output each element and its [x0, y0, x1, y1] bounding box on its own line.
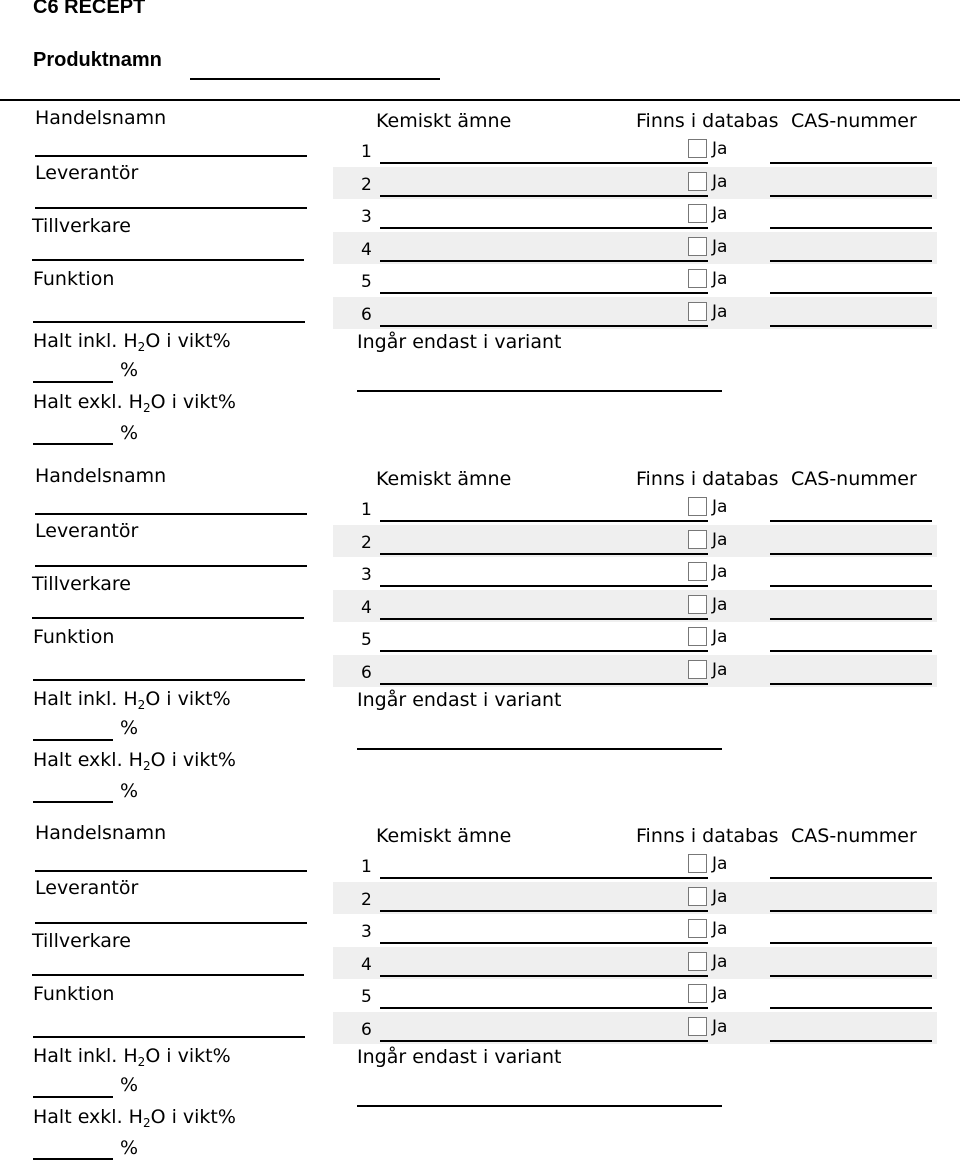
- variant-field[interactable]: [357, 748, 722, 750]
- cas-field[interactable]: [770, 260, 932, 262]
- checkbox-underline: [680, 618, 708, 620]
- cas-field[interactable]: [770, 1007, 932, 1009]
- function-label: Funktion: [33, 268, 115, 290]
- halt-excl-field[interactable]: [33, 1158, 113, 1160]
- chemical-field[interactable]: [380, 650, 680, 652]
- in-database-checkbox[interactable]: [688, 302, 707, 321]
- ingredient-section: [0, 100, 960, 458]
- variant-label: Ingår endast i variant: [357, 331, 562, 353]
- chemical-header: Kemiskt ämne: [376, 110, 512, 132]
- halt-excl-label: Halt exkl. $H_2O$ i vikt%: [33, 391, 236, 415]
- in-database-checkbox[interactable]: [688, 497, 707, 516]
- chemical-field[interactable]: [380, 162, 680, 164]
- checkbox-underline: [680, 942, 708, 944]
- supplier-field[interactable]: [35, 565, 307, 567]
- variant-label: Ingår endast i variant: [357, 689, 562, 711]
- checkbox-underline: [680, 162, 708, 164]
- chemical-field[interactable]: [380, 910, 680, 912]
- checkbox-label: Ja: [712, 562, 728, 583]
- in-database-checkbox[interactable]: [688, 530, 707, 549]
- checkbox-underline: [680, 227, 708, 229]
- row-number: 5: [361, 630, 372, 651]
- cas-header: CAS-nummer: [791, 825, 917, 847]
- variant-field[interactable]: [357, 390, 722, 392]
- row-number: 2: [361, 889, 372, 910]
- chemical-field[interactable]: [380, 618, 680, 620]
- manufacturer-field[interactable]: [32, 259, 304, 261]
- row-number: 2: [361, 174, 372, 195]
- checkbox-underline: [680, 325, 708, 327]
- chemical-field[interactable]: [380, 877, 680, 879]
- chemical-field[interactable]: [380, 195, 680, 197]
- function-label: Funktion: [33, 983, 115, 1005]
- cas-field[interactable]: [770, 877, 932, 879]
- in-database-checkbox[interactable]: [688, 172, 707, 191]
- cas-field[interactable]: [770, 1040, 932, 1042]
- manufacturer-field[interactable]: [32, 974, 304, 976]
- cas-field[interactable]: [770, 162, 932, 164]
- in-database-checkbox[interactable]: [688, 204, 707, 223]
- checkbox-label: Ja: [712, 302, 728, 322]
- row-number: 1: [361, 142, 372, 162]
- checkbox-underline: [680, 260, 708, 262]
- halt-excl-percent: %: [120, 422, 139, 444]
- trade-name-label: Handelsnamn: [35, 465, 167, 487]
- cas-field[interactable]: [770, 942, 932, 944]
- in-database-checkbox[interactable]: [688, 854, 707, 873]
- in-database-checkbox[interactable]: [688, 660, 707, 679]
- checkbox-underline: [680, 292, 708, 294]
- row-number: 4: [361, 597, 372, 618]
- cas-field[interactable]: [770, 910, 932, 912]
- database-header: Finns i databas: [636, 110, 779, 132]
- halt-excl-percent: %: [120, 780, 139, 802]
- ingredient-section: [0, 815, 960, 1173]
- halt-incl-field[interactable]: [33, 381, 113, 383]
- halt-incl-field[interactable]: [33, 1096, 113, 1098]
- in-database-checkbox[interactable]: [688, 887, 707, 906]
- chemical-field[interactable]: [380, 1007, 680, 1009]
- function-field[interactable]: [33, 679, 305, 681]
- cas-field[interactable]: [770, 585, 932, 587]
- manufacturer-label: Tillverkare: [32, 215, 131, 237]
- in-database-checkbox[interactable]: [688, 595, 707, 614]
- checkbox-underline: [680, 585, 708, 587]
- checkbox-label: Ja: [712, 951, 728, 972]
- supplier-label: Leverantör: [35, 162, 139, 184]
- checkbox-label: Ja: [712, 594, 728, 615]
- checkbox-underline: [680, 195, 708, 197]
- checkbox-underline: [680, 1007, 708, 1009]
- checkbox-underline: [680, 520, 708, 522]
- halt-excl-field[interactable]: [33, 801, 113, 803]
- halt-incl-percent: %: [120, 359, 139, 381]
- cas-field[interactable]: [770, 553, 932, 555]
- row-number: 2: [361, 532, 372, 553]
- in-database-checkbox[interactable]: [688, 952, 707, 971]
- cas-field[interactable]: [770, 683, 932, 685]
- halt-incl-percent: %: [120, 717, 139, 739]
- row-number: 3: [361, 565, 372, 586]
- cas-field[interactable]: [770, 292, 932, 294]
- checkbox-label: Ja: [712, 269, 728, 290]
- checkbox-label: Ja: [712, 984, 728, 1005]
- chemical-field[interactable]: [380, 227, 680, 229]
- trade-name-field[interactable]: [35, 155, 307, 157]
- checkbox-label: Ja: [712, 204, 728, 225]
- halt-excl-label: Halt exkl. $H_2O$ i vikt%: [33, 1106, 236, 1130]
- checkbox-underline: [680, 553, 708, 555]
- function-label: Funktion: [33, 626, 115, 648]
- variant-field[interactable]: [357, 1105, 722, 1107]
- chemical-header: Kemiskt ämne: [376, 825, 512, 847]
- trade-name-label: Handelsnamn: [35, 107, 167, 129]
- in-database-checkbox[interactable]: [688, 237, 707, 256]
- supplier-label: Leverantör: [35, 520, 139, 542]
- checkbox-label: Ja: [712, 171, 728, 192]
- manufacturer-label: Tillverkare: [32, 930, 131, 952]
- checkbox-underline: [680, 1040, 708, 1042]
- row-number: 6: [361, 1020, 372, 1040]
- halt-excl-percent: %: [120, 1137, 139, 1159]
- cas-field[interactable]: [770, 650, 932, 652]
- trade-name-label: Handelsnamn: [35, 822, 167, 844]
- row-number: 6: [361, 663, 372, 683]
- cas-field[interactable]: [770, 227, 932, 229]
- function-field[interactable]: [33, 1036, 305, 1038]
- halt-incl-label: Halt inkl. $H_2O$ i vikt%: [33, 688, 231, 712]
- product-name-label: Produktnamn: [33, 49, 162, 71]
- supplier-field[interactable]: [35, 207, 307, 209]
- cas-header: CAS-nummer: [791, 110, 917, 132]
- checkbox-label: Ja: [712, 139, 728, 159]
- halt-incl-label: Halt inkl. $H_2O$ i vikt%: [33, 330, 231, 354]
- function-field[interactable]: [33, 321, 305, 323]
- row-number: 6: [361, 305, 372, 325]
- row-number: 3: [361, 922, 372, 943]
- checkbox-underline: [680, 877, 708, 879]
- chemical-field[interactable]: [380, 520, 680, 522]
- checkbox-label: Ja: [712, 919, 728, 940]
- checkbox-underline: [680, 650, 708, 652]
- cas-field[interactable]: [770, 975, 932, 977]
- row-number: 1: [361, 500, 372, 520]
- trade-name-field[interactable]: [35, 513, 307, 515]
- in-database-checkbox[interactable]: [688, 919, 707, 938]
- row-number: 3: [361, 207, 372, 228]
- in-database-checkbox[interactable]: [688, 1017, 707, 1036]
- row-number: 5: [361, 987, 372, 1008]
- cas-field[interactable]: [770, 195, 932, 197]
- cas-field[interactable]: [770, 618, 932, 620]
- halt-excl-label: Halt exkl. $H_2O$ i vikt%: [33, 749, 236, 773]
- chemical-header: Kemiskt ämne: [376, 468, 512, 490]
- chemical-field[interactable]: [380, 1040, 680, 1042]
- chemical-field[interactable]: [380, 553, 680, 555]
- checkbox-underline: [680, 975, 708, 977]
- checkbox-underline: [680, 683, 708, 685]
- in-database-checkbox[interactable]: [688, 269, 707, 288]
- in-database-checkbox[interactable]: [688, 627, 707, 646]
- halt-incl-percent: %: [120, 1074, 139, 1096]
- chemical-field[interactable]: [380, 585, 680, 587]
- manufacturer-label: Tillverkare: [32, 573, 131, 595]
- checkbox-label: Ja: [712, 497, 728, 517]
- halt-incl-label: Halt inkl. $H_2O$ i vikt%: [33, 1045, 231, 1069]
- checkbox-label: Ja: [712, 1017, 728, 1037]
- chemical-field[interactable]: [380, 260, 680, 262]
- cas-field[interactable]: [770, 325, 932, 327]
- chemical-field[interactable]: [380, 942, 680, 944]
- chemical-field[interactable]: [380, 975, 680, 977]
- ingredient-section: [0, 458, 960, 816]
- row-number: 1: [361, 857, 372, 877]
- supplier-label: Leverantör: [35, 877, 139, 899]
- in-database-checkbox[interactable]: [688, 562, 707, 581]
- checkbox-label: Ja: [712, 660, 728, 680]
- in-database-checkbox[interactable]: [688, 139, 707, 158]
- database-header: Finns i databas: [636, 468, 779, 490]
- row-number: 5: [361, 272, 372, 293]
- halt-incl-field[interactable]: [33, 739, 113, 741]
- chemical-field[interactable]: [380, 292, 680, 294]
- supplier-field[interactable]: [35, 922, 307, 924]
- checkbox-label: Ja: [712, 886, 728, 907]
- checkbox-label: Ja: [712, 529, 728, 550]
- manufacturer-field[interactable]: [32, 617, 304, 619]
- chemical-field[interactable]: [380, 325, 680, 327]
- trade-name-field[interactable]: [35, 870, 307, 872]
- cas-header: CAS-nummer: [791, 468, 917, 490]
- database-header: Finns i databas: [636, 825, 779, 847]
- chemical-field[interactable]: [380, 683, 680, 685]
- checkbox-label: Ja: [712, 854, 728, 874]
- row-number: 4: [361, 239, 372, 260]
- row-number: 4: [361, 954, 372, 975]
- variant-label: Ingår endast i variant: [357, 1046, 562, 1068]
- cas-field[interactable]: [770, 520, 932, 522]
- checkbox-label: Ja: [712, 236, 728, 257]
- halt-excl-field[interactable]: [33, 443, 113, 445]
- checkbox-underline: [680, 910, 708, 912]
- checkbox-label: Ja: [712, 627, 728, 648]
- in-database-checkbox[interactable]: [688, 984, 707, 1003]
- product-name-field[interactable]: [190, 78, 440, 80]
- page-title: C6 RECEPT: [33, 0, 146, 18]
